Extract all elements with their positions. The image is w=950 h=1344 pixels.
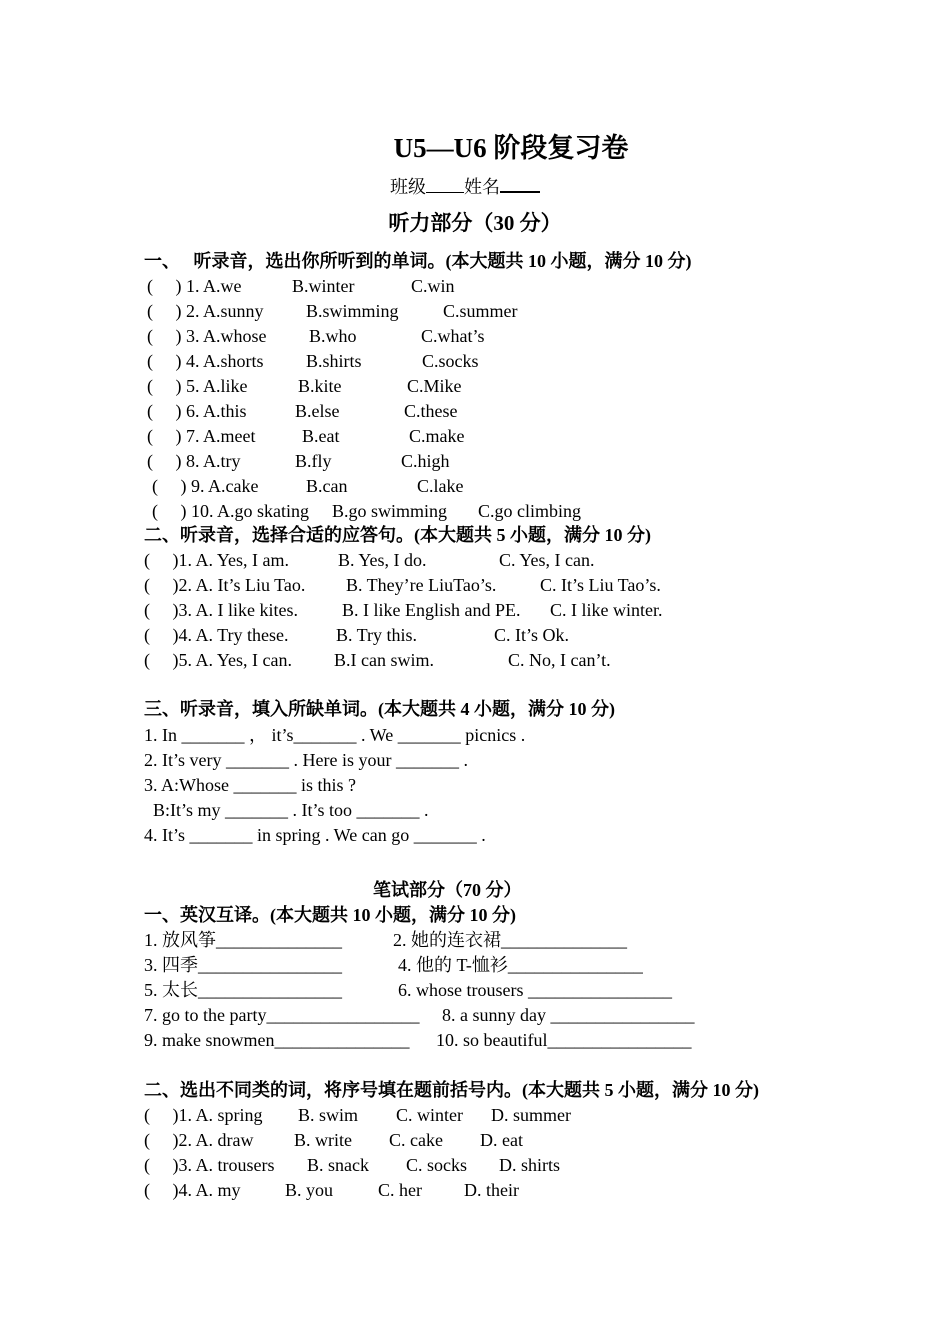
l2-option-c: C. It’s Liu Tao’s.	[540, 575, 661, 595]
l2-option-a: ( )1. A. Yes, I am.	[144, 550, 290, 570]
l2-heading: 二、听录音，选择合适的应答句。(本大题共 5 小题，满分 10 分)	[144, 525, 651, 545]
w2-option-d: D. their	[464, 1180, 519, 1200]
l1-option-c: C.win	[411, 276, 455, 296]
w1-item-left: 1. 放风筝______________	[144, 930, 342, 950]
w1-item-right: 8. a sunny day ________________	[442, 1005, 695, 1025]
class-blank[interactable]	[426, 176, 464, 193]
l2-option-a: ( )5. A. Yes, I can.	[144, 650, 292, 670]
l1-option-a: ( ) 6. A.this	[147, 401, 247, 421]
listening-title: 听力部分（30 分）	[388, 211, 562, 235]
l1-option-a: ( ) 5. A.like	[147, 376, 248, 396]
l1-option-c: C.high	[401, 451, 450, 471]
class-name-line	[390, 175, 540, 198]
l2-option-c: C. It’s Ok.	[494, 625, 570, 645]
l1-option-a: ( ) 4. A.shorts	[147, 351, 264, 371]
l3-line: 2. It’s very _______ . Here is your _______ .	[144, 750, 468, 770]
page-title: U5—U6 阶段复习卷	[393, 133, 629, 163]
l1-option-b: B.eat	[302, 426, 340, 446]
l1-option-b: B.go swimming	[332, 501, 448, 521]
w2-heading: 二、选出不同类的词，将序号填在题前括号内。(本大题共 5 小题，满分 10 分)	[144, 1080, 759, 1100]
l3-line: 1. In _______ ， it’s_______ . We _______ picnics .	[144, 725, 526, 745]
w1-item-right: 6. whose trousers ________________	[398, 980, 672, 1000]
l1-option-c: C.go climbing	[478, 501, 581, 521]
l2-option-b: B.I can swim.	[334, 650, 434, 670]
w1-item-left: 5. 太长________________	[144, 980, 342, 1000]
w2-option-c: C. winter	[396, 1105, 463, 1125]
w1-item-left: 9. make snowmen_______________	[144, 1030, 410, 1050]
w2-option-d: D. summer	[491, 1105, 571, 1125]
l1-option-c: C.these	[404, 401, 458, 421]
l1-option-c: C.summer	[443, 301, 518, 321]
w1-item-right: 10. so beautiful________________	[436, 1030, 692, 1050]
l2-option-c: C. Yes, I can.	[499, 550, 595, 570]
l2-option-a: ( )2. A. It’s Liu Tao.	[144, 575, 306, 595]
w1-item-left: 7. go to the party_________________	[144, 1005, 420, 1025]
l1-option-b: B.who	[309, 326, 357, 346]
l2-option-c: C. No, I can’t.	[508, 650, 611, 670]
name-blank[interactable]	[500, 175, 540, 193]
w2-option-b: B. snack	[307, 1155, 369, 1175]
l1-option-c: C.what’s	[421, 326, 485, 346]
l1-option-c: C.Mike	[407, 376, 462, 396]
l1-option-b: B.kite	[298, 376, 342, 396]
l1-option-a: ( ) 1. A.we	[147, 276, 242, 296]
w1-item-right: 2. 她的连衣裙______________	[393, 930, 627, 950]
l1-option-b: B.else	[295, 401, 340, 421]
w2-option-d: D. shirts	[499, 1155, 561, 1175]
l3-heading: 三、听录音，填入所缺单词。(本大题共 4 小题，满分 10 分)	[144, 699, 615, 719]
l1-option-a: ( ) 7. A.meet	[147, 426, 256, 446]
l1-option-b: B.can	[306, 476, 348, 496]
l1-option-c: C.make	[409, 426, 465, 446]
written-title: 笔试部分（70 分）	[373, 880, 522, 900]
l1-option-a: ( ) 9. A.cake	[152, 476, 259, 496]
w2-option-b: B. you	[285, 1180, 334, 1200]
l1-option-a: ( ) 10. A.go skating	[152, 501, 309, 521]
w2-option-c: C. her	[378, 1180, 422, 1200]
l1-option-c: C.socks	[422, 351, 479, 371]
l1-option-b: B.winter	[292, 276, 355, 296]
l1-option-b: B.swimming	[306, 301, 399, 321]
w2-option-c: C. socks	[406, 1155, 468, 1175]
l2-option-a: ( )3. A. I like kites.	[144, 600, 298, 620]
l2-option-c: C. I like winter.	[550, 600, 663, 620]
l1-option-b: B.shirts	[306, 351, 362, 371]
l1-heading: 一、 听录音，选出你所听到的单词。(本大题共 10 小题，满分 10 分)	[144, 251, 692, 271]
w1-item-left: 3. 四季________________	[144, 955, 342, 975]
w2-option-b: B. swim	[298, 1105, 359, 1125]
w1-item-right: 4. 他的 T-恤衫_______________	[398, 955, 643, 975]
w2-option-a: ( )3. A. trousers	[144, 1155, 275, 1175]
w2-option-a: ( )2. A. draw	[144, 1130, 254, 1150]
l2-option-a: ( )4. A. Try these.	[144, 625, 289, 645]
w2-option-a: ( )4. A. my	[144, 1180, 241, 1200]
name-label: 姓名	[464, 177, 500, 197]
l1-option-a: ( ) 8. A.try	[147, 451, 241, 471]
l2-option-b: B. I like English and PE.	[342, 600, 521, 620]
w2-option-b: B. write	[294, 1130, 352, 1150]
l1-option-a: ( ) 2. A.sunny	[147, 301, 264, 321]
class-label: 班级	[390, 177, 426, 197]
l1-option-b: B.fly	[295, 451, 332, 471]
l3-line: 4. It’s _______ in spring . We can go _______ .	[144, 825, 486, 845]
l1-option-c: C.lake	[417, 476, 464, 496]
w2-option-a: ( )1. A. spring	[144, 1105, 263, 1125]
l1-option-a: ( ) 3. A.whose	[147, 326, 267, 346]
l2-option-b: B. Yes, I do.	[338, 550, 427, 570]
l2-option-b: B. Try this.	[336, 625, 418, 645]
l3-line: B:It’s my _______ . It’s too _______ .	[144, 800, 429, 820]
w2-option-c: C. cake	[389, 1130, 443, 1150]
l3-line: 3. A:Whose _______ is this ?	[144, 775, 356, 795]
l2-option-b: B. They’re LiuTao’s.	[346, 575, 497, 595]
w2-option-d: D. eat	[480, 1130, 523, 1150]
w1-heading: 一、英汉互译。(本大题共 10 小题，满分 10 分)	[144, 905, 516, 925]
